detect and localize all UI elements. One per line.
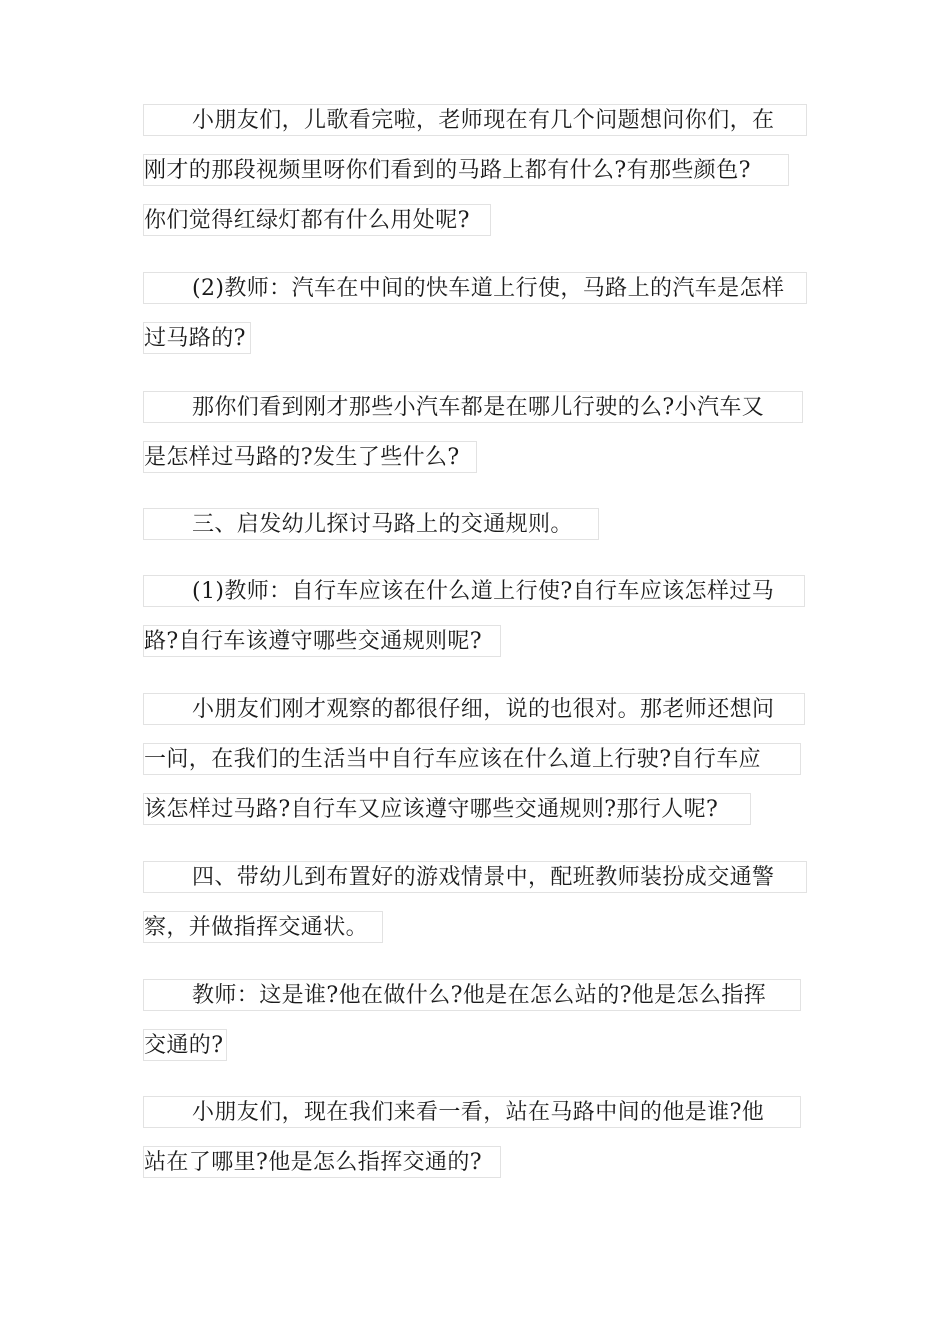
paragraph-4	[143, 508, 599, 540]
text-line: 刚才的那段视频里呀你们看到的马路上都有什么?有那些颜色?	[143, 154, 789, 186]
text-line: 过马路的?	[143, 322, 251, 354]
text-line: 那你们看到刚才那些小汽车都是在哪儿行驶的么?小汽车又	[143, 391, 803, 423]
text-line: 该怎样过马路?自行车又应该遵守哪些交通规则?那行人呢?	[143, 793, 751, 825]
paragraph-8	[143, 979, 801, 1061]
text-line: 你们觉得红绿灯都有什么用处呢?	[143, 204, 491, 236]
text-line: 小朋友们刚才观察的都很仔细，说的也很对。那老师还想问	[143, 693, 805, 725]
text-line: 三、启发幼儿探讨马路上的交通规则。	[143, 508, 599, 540]
paragraph-1	[143, 104, 807, 236]
text-line: 一问，在我们的生活当中自行车应该在什么道上行驶?自行车应	[143, 743, 801, 775]
text-line: (2)教师：汽车在中间的快车道上行使，马路上的汽车是怎样	[143, 272, 807, 304]
paragraph-3	[143, 391, 803, 473]
text-line: 小朋友们，现在我们来看一看，站在马路中间的他是谁?他	[143, 1096, 801, 1128]
paragraph-2	[143, 272, 807, 354]
text-line: 站在了哪里?他是怎么指挥交通的?	[143, 1146, 501, 1178]
text-line: 是怎样过马路的?发生了些什么?	[143, 441, 477, 473]
paragraph-9	[143, 1096, 801, 1178]
text-line: 教师：这是谁?他在做什么?他是在怎么站的?他是怎么指挥	[143, 979, 801, 1011]
text-line: (1)教师：自行车应该在什么道上行使?自行车应该怎样过马	[143, 575, 805, 607]
paragraph-7	[143, 861, 807, 943]
text-line: 小朋友们，儿歌看完啦，老师现在有几个问题想问你们，在	[143, 104, 807, 136]
paragraph-5	[143, 575, 805, 657]
text-line: 交通的?	[143, 1029, 227, 1061]
text-line: 四、带幼儿到布置好的游戏情景中，配班教师装扮成交通警	[143, 861, 807, 893]
text-line: 察，并做指挥交通状。	[143, 911, 383, 943]
text-line: 路?自行车该遵守哪些交通规则呢?	[143, 625, 501, 657]
paragraph-6	[143, 693, 805, 825]
